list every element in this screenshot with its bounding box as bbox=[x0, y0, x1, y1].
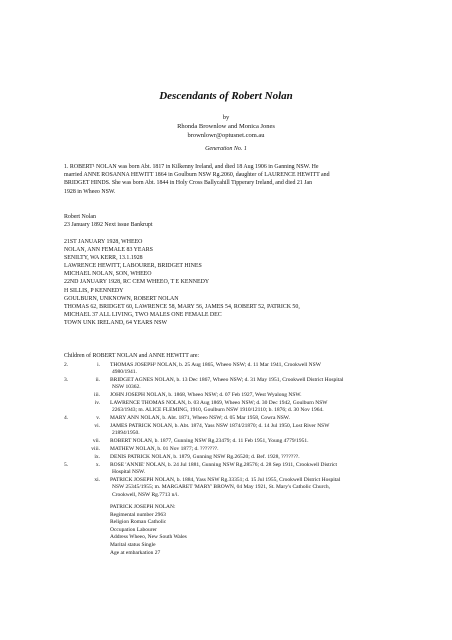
death-notice-line: MICHAEL NOLAN, SON, WHEEO bbox=[64, 271, 152, 278]
note-robert bbox=[64, 213, 153, 229]
authors: Rhonda Brownlow and Monica Jones bbox=[177, 123, 275, 130]
death-notice-line: 21ST JANUARY 1928, WHEEO bbox=[64, 239, 143, 245]
death-notice-line: SENILTY, WA KERR, 13.1.1928 bbox=[64, 255, 143, 262]
intro-line: 1928 in Wheeo NSW. bbox=[64, 188, 116, 195]
document-title: Descendants of Robert Nolan bbox=[159, 90, 293, 102]
child-roman: x. bbox=[95, 462, 100, 468]
child-number: 2. bbox=[64, 362, 69, 368]
children-heading: Children of ROBERT NOLAN and ANNE HEWITT are: bbox=[64, 353, 200, 359]
child-entry bbox=[0, 362, 452, 376]
byline: by bbox=[222, 114, 230, 121]
child-text bbox=[110, 423, 390, 438]
child-text bbox=[110, 477, 390, 499]
child-line: JAMES PATRICK NOLAN, b. Abt. 1874, Yass NSW 1874/21870; d. 14 Jul 1950, Lost River NSW bbox=[110, 423, 330, 429]
notes-line: Marital status Single bbox=[110, 541, 156, 548]
child-roman: ii. bbox=[95, 377, 100, 383]
child-text bbox=[110, 462, 390, 477]
note-line: 23 January 1892 Next issue Bankrupt bbox=[64, 222, 153, 229]
child-line: NSW 10362. bbox=[112, 384, 141, 391]
intro-line: married ANNE ROSANNA HEWITT 1864 in Goulburn NSW Rg.2060, daughter of LAURENCE HEWITT and bbox=[64, 172, 330, 179]
child-roman: v. bbox=[96, 415, 100, 421]
child-text bbox=[110, 415, 390, 422]
child-line: LAWRENCE THOMAS NOLAN, b. 03 Aug 1869, Wheeo NSW; d. 30 Dec 1942, Goulburn NSW bbox=[110, 400, 328, 406]
child-number: 3. bbox=[64, 377, 69, 383]
child-number: 4. bbox=[64, 415, 69, 421]
author-email: brownlowr@optusnet.com.au bbox=[187, 132, 265, 139]
child-line: THOMAS JOSEPH² NOLAN, b. 25 Aug 1865, Wheeo NSW; d. 11 Mar 1941, Crookwell NSW bbox=[110, 362, 321, 368]
death-notice-line: 22ND JANUARY 1928, RC CEM WHEEO, T E KENNEDY bbox=[64, 279, 210, 286]
child-roman: xi. bbox=[94, 477, 100, 483]
child-text bbox=[110, 446, 390, 453]
child-text bbox=[110, 362, 390, 377]
child-line: ROBERT NOLAN, b. 1877, Gunning NSW Rg.23479; d. 11 Feb 1951, Young 4779/1951. bbox=[110, 438, 309, 444]
intro-paragraph bbox=[64, 163, 384, 196]
child-line: 21894/1950. bbox=[112, 430, 140, 437]
child-line: NSW 25345/1955; m. MARGARET 'MARY' BROWN, 04 May 1921, St. Mary's Catholic Church, bbox=[112, 484, 331, 491]
child-line: BRIDGET AGNES NOLAN, b. 13 Dec 1867, Wheeo NSW; d. 31 May 1951, Crookwell District Hospital bbox=[110, 377, 344, 383]
child-roman: iv. bbox=[94, 400, 100, 406]
death-notice-line: TOWN UNK IRELAND, 64 YEARS NSW bbox=[64, 319, 168, 326]
death-notice bbox=[64, 238, 300, 327]
notes-line: Age at embarkation 27 bbox=[110, 549, 161, 556]
child-line: 4980/1941. bbox=[112, 369, 137, 376]
notes-line: Religion Roman Catholic bbox=[110, 519, 167, 526]
child-line: Crookwell, NSW Rg.7713 n/i. bbox=[112, 491, 179, 498]
child-line: JOHN JOSEPH NOLAN, b. 1868, Wheeo NSW; d. 07 Feb 1927, West Wyalong NSW. bbox=[110, 392, 302, 398]
notes-line: Address Wheeo, New South Wales bbox=[110, 534, 187, 541]
child-text bbox=[110, 438, 390, 445]
child-roman: ix. bbox=[94, 454, 100, 460]
child-text bbox=[110, 454, 390, 461]
child-line: MARY ANN NOLAN, b. Abt. 1871, Wheeo NSW; d. 05 Mar 1958, Cowra NSW. bbox=[110, 415, 290, 421]
child-text bbox=[110, 377, 390, 392]
note-line: Robert Nolan bbox=[64, 214, 96, 220]
child-line: MATHEW NOLAN, b. 01 Nov 1877; d. ???????. bbox=[110, 446, 219, 452]
death-notice-line: THOMAS 62, BRIDGET 60, LAWRENCE 58, MARY 56, JAMES 54, ROBERT 52, PATRICK 50, bbox=[64, 303, 300, 310]
child-roman: vii. bbox=[92, 438, 100, 444]
notes-line: Regimental number 2963 bbox=[110, 511, 166, 518]
child-line: PATRICK JOSEPH NOLAN, b. 1884, Yass NSW Rg.33351; d. 15 Jul 1955, Crookwell District Hospital bbox=[110, 477, 341, 483]
death-notice-line: NOLAN, ANN FEMALE 83 YEARS bbox=[64, 247, 153, 254]
death-notice-line: LAWRENCE HEWITT, LABOURER, BRIDGET HINES bbox=[64, 263, 202, 270]
child-line: DENIS PATRICK NOLAN, b. 1879, Gunning NSW Rg.26520; d. Bef. 1928, ???????. bbox=[110, 454, 300, 460]
death-notice-line: GOULBURN, UNKNOWN, ROBERT NOLAN bbox=[64, 295, 179, 302]
patrick-notes bbox=[110, 504, 187, 557]
child-line: 2263/1943; m. ALICE FLEMING, 1910, Goulburn NSW 1910/12110; b. 1876; d. 30 Nov 1964. bbox=[112, 407, 324, 414]
child-roman: vi. bbox=[94, 423, 100, 429]
death-notice-line: MICHAEL 37 ALL LIVING, TWO MALES ONE FEMALE DEC bbox=[64, 311, 222, 318]
intro-line: 1. ROBERT¹ NOLAN was born Abt. 1817 in Kilkenny Ireland, and died 18 Aug 1906 in Ganning NSW. He bbox=[64, 164, 319, 170]
intro-line: BRIDGET HINDS. She was born Abt. 1844 in Holy Cross Ballycahill Tipperary Ireland, and died 21 Jan bbox=[64, 180, 313, 187]
child-roman: viii. bbox=[91, 446, 100, 452]
child-text bbox=[110, 392, 390, 399]
child-roman: i. bbox=[97, 362, 100, 368]
death-notice-line: H SILLIS, P KENNEDY bbox=[64, 287, 124, 294]
child-roman: iii. bbox=[94, 392, 100, 398]
child-text bbox=[110, 400, 390, 415]
notes-line: PATRICK JOSEPH NOLAN: bbox=[110, 504, 176, 510]
child-line: Hospital NSW. bbox=[112, 469, 146, 476]
notes-line: Occupation Labourer bbox=[110, 526, 157, 533]
child-number: 5. bbox=[64, 462, 69, 468]
generation-heading: Generation No. 1 bbox=[205, 146, 247, 152]
child-line: ROSE 'ANNIE' NOLAN, b. 24 Jul 1881, Gunning NSW Rg.28576; d. 28 Sep 1911, Crookwell District bbox=[110, 462, 338, 468]
